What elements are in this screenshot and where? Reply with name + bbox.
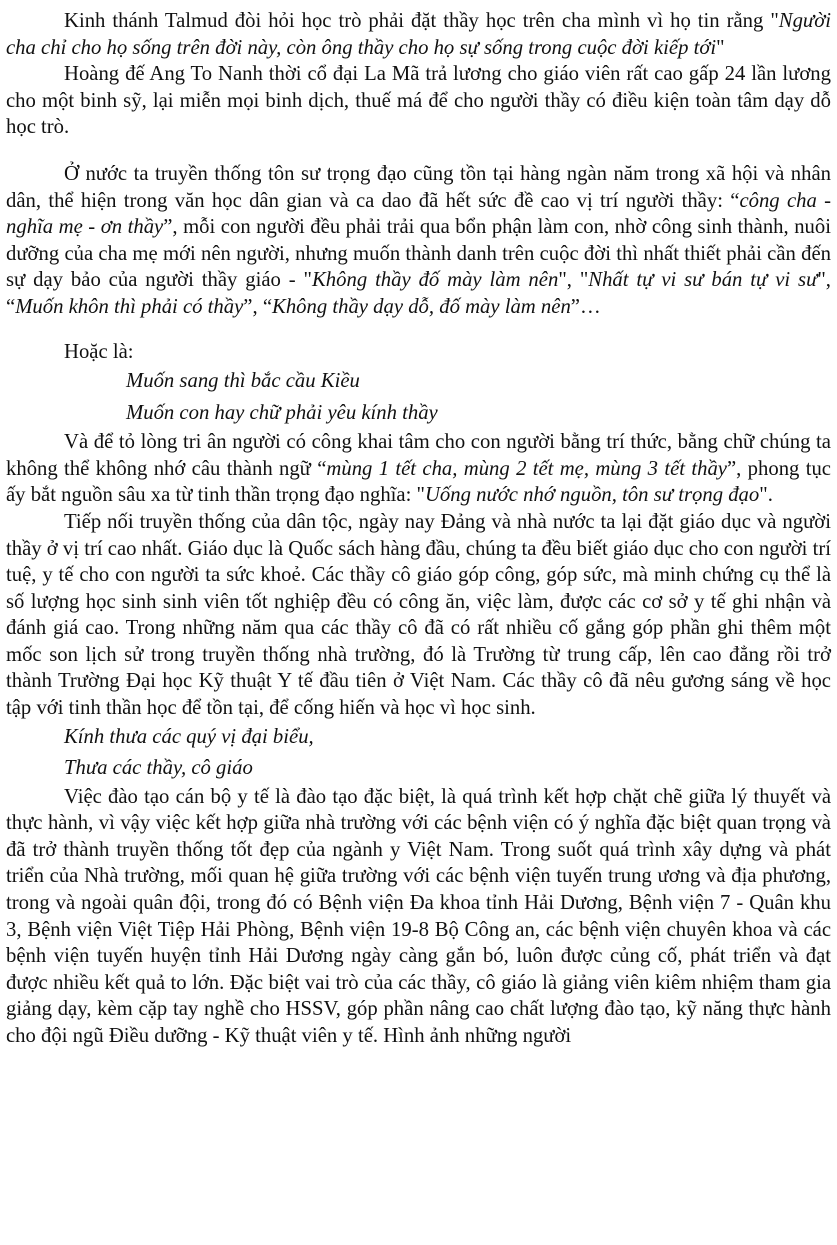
text-run: Kinh thánh Talmud đòi hỏi học trò phải đặt thầy học trên cha mình vì họ tin rằng " [64,10,779,32]
text-run: " [716,36,725,59]
text-run: Ở nước ta truyền thống tôn sư trọng đạo cũng tồn tại hàng ngàn năm trong xã hội và nhân dân, thể hiện trong văn học dân gian và ca dao đã hết sức đề cao vị trí người thầy: “ [6,162,831,212]
paragraph-4 [6,339,831,366]
paragraph-10 [6,753,831,784]
italic-quote: Thưa các thầy, cô giáo [64,756,253,779]
italic-quote: Người cha chỉ cho họ sống trên đời này, còn ông thầy cho họ sự sống trong cuộc đời kiếp tới [6,10,831,59]
text-run: ", " [558,269,589,292]
paragraph-3 [6,161,831,321]
text-run: Việc đào tạo cán bộ y tế là đào tạo đặc biệt, là quá trình kết hợp chặt chẽ giữa lý thuyết và thực hành, vì vậy việc kết hợp giữa nhà trường với các bệnh viện có ý nghĩa đặc biệt quan trọng và đã trở thành truyền thống tốt đẹp của ngành y Việt Nam. Trong suốt quá trình xây dựng và phát triển của Nhà trường, mối quan hệ giữa trường với các bệnh viện tuyến trung ương và địa phương, trong và ngoài quân đội, trong đó có Bệnh viện Đa khoa tỉnh Hải Dương, Bệnh viện 7 - Quân khu 3, Bệnh viện Việt Tiệp Hải Phòng, Bệnh viện 19-8 Bộ Công an, các bệnh viện chuyên khoa và các bệnh viện tuyến huyện tỉnh Hải Dương ngày càng gắn bó, luôn được củng cố, phát triển và đạt được nhiều kết quả to lớn. Đặc biệt vai trò của các thầy, cô giáo là giảng viên kiêm nhiệm tham gia giảng dạy, kèm cặp tay nghề cho HSSV, góp phần nâng cao chất lượng đào tạo, kỹ năng thực hành cho đội ngũ Điều dưỡng - Kỹ thuật viên y tế. Hình ảnh những người [6,785,831,1047]
text-run: ”… [570,295,601,318]
paragraph-1 [6,8,831,61]
paragraph-6 [6,397,831,429]
italic-quote: Không thầy đố mày làm nên [312,269,559,292]
paragraph-7 [6,429,831,509]
paragraph-2 [6,61,831,141]
text-run: ", “ [6,269,831,318]
text-run: ”, phong tục ấy bắt nguồn sâu xa từ tinh thần trọng đạo nghĩa: " [6,457,831,507]
italic-quote: Muốn con hay chữ phải yêu kính thầy [126,402,438,425]
italic-quote: Không thầy dạy dỗ, đố mày làm nên [272,295,571,318]
italic-quote: Nhất tự vi sư bán tự vi sư [588,269,818,292]
paragraph-8 [6,509,831,722]
text-run: Tiếp nối truyền thống của dân tộc, ngày nay Đảng và nhà nước ta lại đặt giáo dục và người thầy ở vị trí cao nhất. Giáo dục là Quốc sách hàng đầu, chúng ta đều biết giáo dục cho con người trí tuệ, y tế cho con người ta sức khoẻ. Các thầy cô giáo góp công, góp sức, mà minh chứng cụ thể là số lượng học sinh sinh viên tốt nghiệp đều có công ăn, việc làm, được các cơ sở y tế ghi nhận và đánh giá cao. Trong những năm qua các thầy cô đã có rất nhiều cố gắng góp phần ghi thêm một mốc son lịch sử trong truyền thống nhà trường, đó là Trường từ trung cấp, lên cao đẳng rồi trở thành Trường Đại học Kỹ thuật Y tế đầu tiên ở Việt Nam. Các thầy cô đã nêu gương sáng về học tập với tinh thần học để tồn tại, để cống hiến và học vì học sinh. [6,510,831,720]
text-run: Hoàng đế Ang To Nanh thời cổ đại La Mã trả lương cho giáo viên rất cao gấp 24 lần lương cho một binh sỹ, lại miễn mọi binh dịch, thuế má để cho người thầy có điều kiện toàn tâm dạy dỗ học trò. [6,63,831,139]
paragraph-5 [6,365,831,397]
text-run: ". [759,484,773,507]
italic-quote: Muốn sang thì bắc cầu Kiều [126,370,360,393]
italic-quote: Muốn khôn thì phải có thầy [15,295,244,318]
italic-quote: Uống nước nhớ nguồn, tôn sư trọng đạo [424,484,760,507]
paragraph-11 [6,784,831,1050]
italic-quote: công cha - nghĩa mẹ - ơn thầy [6,189,831,239]
text-run: Và để tỏ lòng tri ân người có công khai tâm cho con người bằng trí thức, bằng chữ chúng ta không thể không nhớ câu thành ngữ “ [6,431,831,480]
document-body [6,8,831,1050]
text-run: ”, mỗi con người đều phải trải qua bổn phận làm con, nhờ công sinh thành, nuôi dưỡng của cha mẹ mới nên người, nhưng muốn thành danh trên cuộc đời thì nhất thiết phải cần đến sự dạy bảo của người thầy giáo - " [6,216,831,292]
paragraph-9 [6,722,831,753]
text-run: Hoặc là: [64,340,134,363]
text-run: ”, “ [243,295,273,318]
italic-quote: mùng 1 tết cha, mùng 2 tết mẹ, mùng 3 tết thầy [326,457,727,480]
italic-quote: Kính thưa các quý vị đại biểu, [64,725,314,748]
